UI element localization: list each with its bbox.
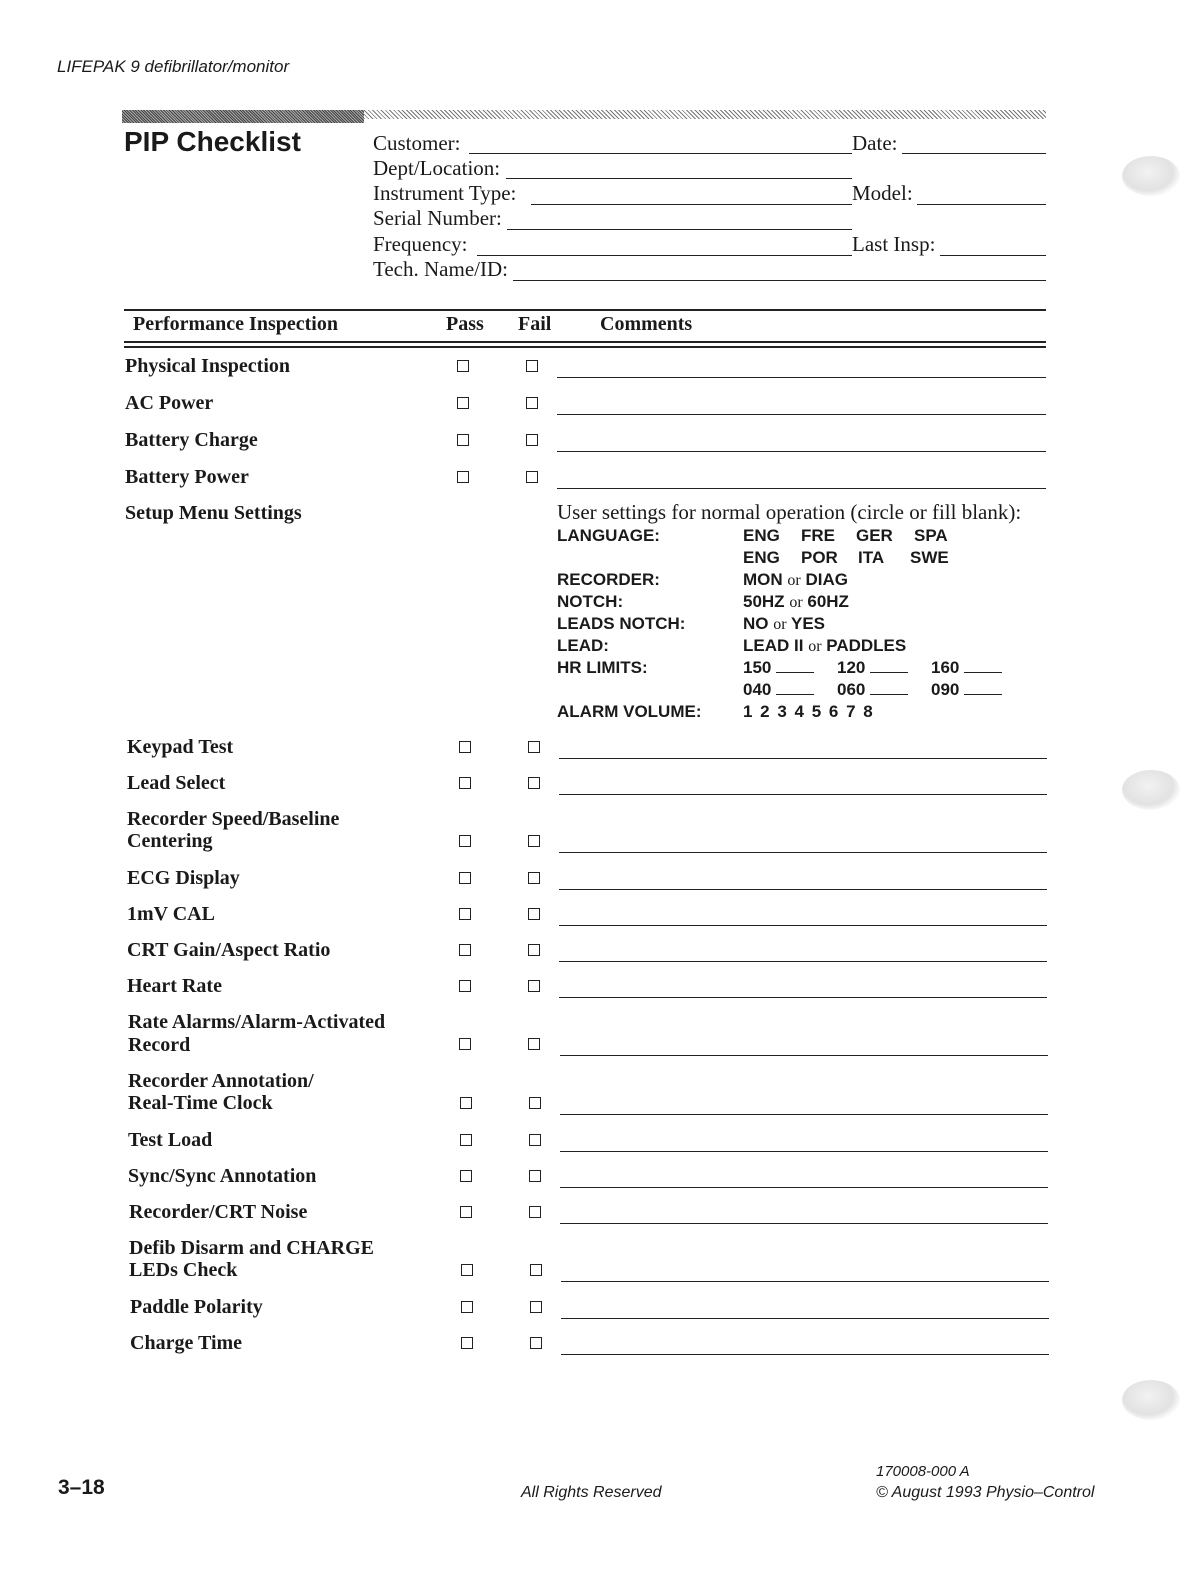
- model-label: Model:: [852, 181, 913, 205]
- scan-edge-mark: [1122, 1380, 1180, 1420]
- fail-checkbox[interactable]: [526, 434, 538, 446]
- comment-line[interactable]: [559, 758, 1047, 759]
- item-label: ECG Display: [127, 867, 240, 889]
- notch-label: NOTCH:: [557, 592, 624, 611]
- pass-checkbox[interactable]: [461, 1301, 473, 1313]
- item-label: Keypad Test: [127, 736, 234, 758]
- leads-notch-options[interactable]: [743, 614, 825, 634]
- pass-checkbox[interactable]: [460, 1206, 472, 1218]
- hr-limit-option[interactable]: 040: [743, 680, 814, 700]
- instrument-type-field[interactable]: [531, 204, 852, 205]
- date-label: Date:: [852, 131, 898, 155]
- pass-checkbox[interactable]: [461, 1337, 473, 1349]
- pass-checkbox[interactable]: [459, 908, 471, 920]
- language-option[interactable]: SWE: [910, 548, 949, 567]
- hr-limit-option[interactable]: 160: [931, 658, 1002, 678]
- item-label-continued: Real-Time Clock: [128, 1092, 273, 1114]
- item-label: Test Load: [128, 1129, 213, 1151]
- last-insp-field[interactable]: [940, 255, 1046, 256]
- last-insp-label: Last Insp:: [852, 232, 936, 256]
- comment-line[interactable]: [561, 1354, 1049, 1355]
- fail-checkbox[interactable]: [528, 980, 540, 992]
- item-label: Recorder Speed/Baseline: [127, 808, 340, 830]
- lead-option-lead-ii[interactable]: LEAD II: [743, 636, 804, 655]
- column-comments: Comments: [600, 313, 693, 335]
- pass-checkbox[interactable]: [459, 741, 471, 753]
- notch-option-60hz[interactable]: 60HZ: [807, 592, 849, 611]
- language-option[interactable]: SPA: [914, 526, 948, 545]
- table-header-rule-1: [124, 341, 1046, 343]
- leads-notch-option-yes[interactable]: YES: [790, 614, 826, 633]
- alarm-volume-options[interactable]: 1 2 3 4 5 6 7 8: [743, 702, 873, 721]
- comment-line[interactable]: [559, 925, 1047, 926]
- dept-location-label: Dept/Location:: [373, 156, 501, 180]
- language-label: LANGUAGE:: [557, 526, 660, 545]
- column-performance-inspection: Performance Inspection: [133, 313, 338, 335]
- item-label: Recorder/CRT Noise: [129, 1201, 308, 1223]
- fail-checkbox[interactable]: [529, 1097, 541, 1109]
- customer-label: Customer:: [373, 131, 461, 155]
- pass-checkbox[interactable]: [461, 1264, 473, 1276]
- leads-notch-label: LEADS NOTCH:: [557, 614, 686, 633]
- item-label: Paddle Polarity: [130, 1296, 263, 1318]
- comment-line[interactable]: [559, 852, 1047, 853]
- lead-options[interactable]: [743, 636, 906, 656]
- pass-checkbox[interactable]: [457, 360, 469, 372]
- comment-line[interactable]: [560, 1223, 1048, 1224]
- comment-line[interactable]: [557, 488, 1046, 489]
- table-header-rule-2: [124, 346, 1046, 348]
- fail-checkbox[interactable]: [528, 741, 540, 753]
- item-label: CRT Gain/Aspect Ratio: [127, 939, 331, 961]
- customer-field[interactable]: [469, 153, 852, 154]
- hr-limits-label: HR LIMITS:: [557, 658, 648, 677]
- pass-checkbox[interactable]: [459, 1038, 471, 1050]
- pass-checkbox[interactable]: [459, 835, 471, 847]
- serial-number-field[interactable]: [507, 229, 852, 230]
- hr-limit-option[interactable]: 150: [743, 658, 814, 678]
- top-hatched-band-accent: [122, 110, 364, 123]
- comment-line[interactable]: [560, 1187, 1048, 1188]
- running-header: LIFEPAK 9 defibrillator/monitor: [57, 57, 290, 76]
- hr-limit-option[interactable]: 090: [931, 680, 1002, 700]
- pass-checkbox[interactable]: [457, 434, 469, 446]
- pass-checkbox[interactable]: [457, 397, 469, 409]
- column-fail: Fail: [518, 313, 552, 335]
- pass-checkbox[interactable]: [459, 980, 471, 992]
- footer-doc-code: 170008-000 A: [876, 1463, 970, 1480]
- footer-rights: All Rights Reserved: [521, 1484, 662, 1501]
- or-text: or: [787, 572, 801, 589]
- scan-edge-mark: [1122, 156, 1180, 196]
- fail-checkbox[interactable]: [529, 1206, 541, 1218]
- date-field[interactable]: [902, 153, 1046, 154]
- fail-checkbox[interactable]: [530, 1264, 542, 1276]
- fail-checkbox[interactable]: [528, 1038, 540, 1050]
- item-label: Battery Power: [125, 466, 249, 488]
- language-option[interactable]: POR: [801, 548, 838, 567]
- fail-checkbox[interactable]: [528, 777, 540, 789]
- item-label: 1mV CAL: [127, 903, 215, 925]
- comment-line[interactable]: [561, 1281, 1049, 1282]
- fail-checkbox[interactable]: [528, 872, 540, 884]
- fail-checkbox[interactable]: [526, 360, 538, 372]
- pass-checkbox[interactable]: [459, 777, 471, 789]
- settings-intro: User settings for normal operation (circle or fill blank):: [557, 500, 1022, 524]
- setup-menu-label: Setup Menu Settings: [125, 502, 302, 524]
- page-number: 3–18: [58, 1476, 105, 1499]
- tech-name-id-field[interactable]: [513, 280, 1046, 281]
- form-title: PIP Checklist: [124, 126, 301, 157]
- comment-line[interactable]: [561, 1318, 1049, 1319]
- item-label-continued: Record: [128, 1034, 191, 1056]
- pass-checkbox[interactable]: [460, 1170, 472, 1182]
- item-label: Sync/Sync Annotation: [128, 1165, 317, 1187]
- scan-edge-mark: [1122, 770, 1180, 810]
- column-pass: Pass: [446, 313, 484, 335]
- alarm-volume-label: ALARM VOLUME:: [557, 702, 702, 721]
- comment-line[interactable]: [557, 414, 1046, 415]
- lead-option-paddles[interactable]: PADDLES: [826, 636, 907, 655]
- recorder-label: RECORDER:: [557, 570, 660, 589]
- hr-limit-option[interactable]: 120: [837, 658, 908, 678]
- comment-line[interactable]: [559, 961, 1047, 962]
- pass-checkbox[interactable]: [459, 944, 471, 956]
- item-label: Defib Disarm and CHARGE: [129, 1237, 375, 1259]
- item-label: Lead Select: [127, 772, 226, 794]
- pass-checkbox[interactable]: [457, 471, 469, 483]
- item-label-continued: LEDs Check: [129, 1259, 238, 1281]
- pass-checkbox[interactable]: [459, 872, 471, 884]
- fail-checkbox[interactable]: [526, 397, 538, 409]
- fail-checkbox[interactable]: [529, 1170, 541, 1182]
- footer-copyright: © August 1993 Physio–Control: [876, 1484, 1095, 1501]
- or-text: or: [789, 594, 803, 611]
- comment-line[interactable]: [560, 1151, 1048, 1152]
- language-option[interactable]: ENG: [743, 526, 780, 545]
- item-label: Charge Time: [130, 1332, 243, 1354]
- comment-line[interactable]: [557, 451, 1046, 452]
- comment-line[interactable]: [559, 794, 1047, 795]
- comment-line[interactable]: [560, 1055, 1048, 1056]
- pass-checkbox[interactable]: [460, 1134, 472, 1146]
- comment-line[interactable]: [560, 1114, 1048, 1115]
- language-option[interactable]: ENG: [743, 548, 780, 567]
- item-label: Rate Alarms/Alarm-Activated: [128, 1011, 386, 1033]
- fail-checkbox[interactable]: [530, 1337, 542, 1349]
- fail-checkbox[interactable]: [530, 1301, 542, 1313]
- item-label-continued: Centering: [127, 830, 213, 852]
- fail-checkbox[interactable]: [528, 835, 540, 847]
- item-label: Battery Charge: [125, 429, 258, 451]
- lead-label: LEAD:: [557, 636, 609, 655]
- hr-limit-option[interactable]: 060: [837, 680, 908, 700]
- item-label: Physical Inspection: [125, 355, 291, 377]
- fail-checkbox[interactable]: [528, 944, 540, 956]
- pass-checkbox[interactable]: [460, 1097, 472, 1109]
- comment-line[interactable]: [559, 889, 1047, 890]
- leads-notch-option-no[interactable]: NO: [743, 614, 769, 633]
- comment-line[interactable]: [559, 997, 1047, 998]
- serial-number-label: Serial Number:: [373, 206, 502, 230]
- language-option[interactable]: GER: [856, 526, 893, 545]
- notch-option-50hz[interactable]: 50HZ: [743, 592, 785, 611]
- recorder-option-diag[interactable]: DIAG: [805, 570, 848, 589]
- fail-checkbox[interactable]: [528, 908, 540, 920]
- comment-line[interactable]: [557, 377, 1046, 378]
- language-option[interactable]: ITA: [858, 548, 885, 567]
- item-label: Heart Rate: [127, 975, 222, 997]
- notch-options[interactable]: [743, 592, 849, 612]
- fail-checkbox[interactable]: [526, 471, 538, 483]
- table-top-rule: [124, 309, 1046, 311]
- fail-checkbox[interactable]: [529, 1134, 541, 1146]
- frequency-field[interactable]: [477, 255, 852, 256]
- instrument-type-label: Instrument Type:: [373, 181, 517, 205]
- language-option[interactable]: FRE: [801, 526, 835, 545]
- model-field[interactable]: [917, 204, 1046, 205]
- dept-location-field[interactable]: [506, 178, 852, 179]
- or-text: or: [773, 616, 787, 633]
- or-text: or: [808, 638, 822, 655]
- recorder-options[interactable]: [743, 570, 848, 590]
- frequency-label: Frequency:: [373, 232, 468, 256]
- recorder-option-mon[interactable]: MON: [743, 570, 783, 589]
- tech-name-id-label: Tech. Name/ID:: [373, 257, 508, 281]
- item-label: Recorder Annotation/: [128, 1070, 314, 1092]
- item-label: AC Power: [125, 392, 214, 414]
